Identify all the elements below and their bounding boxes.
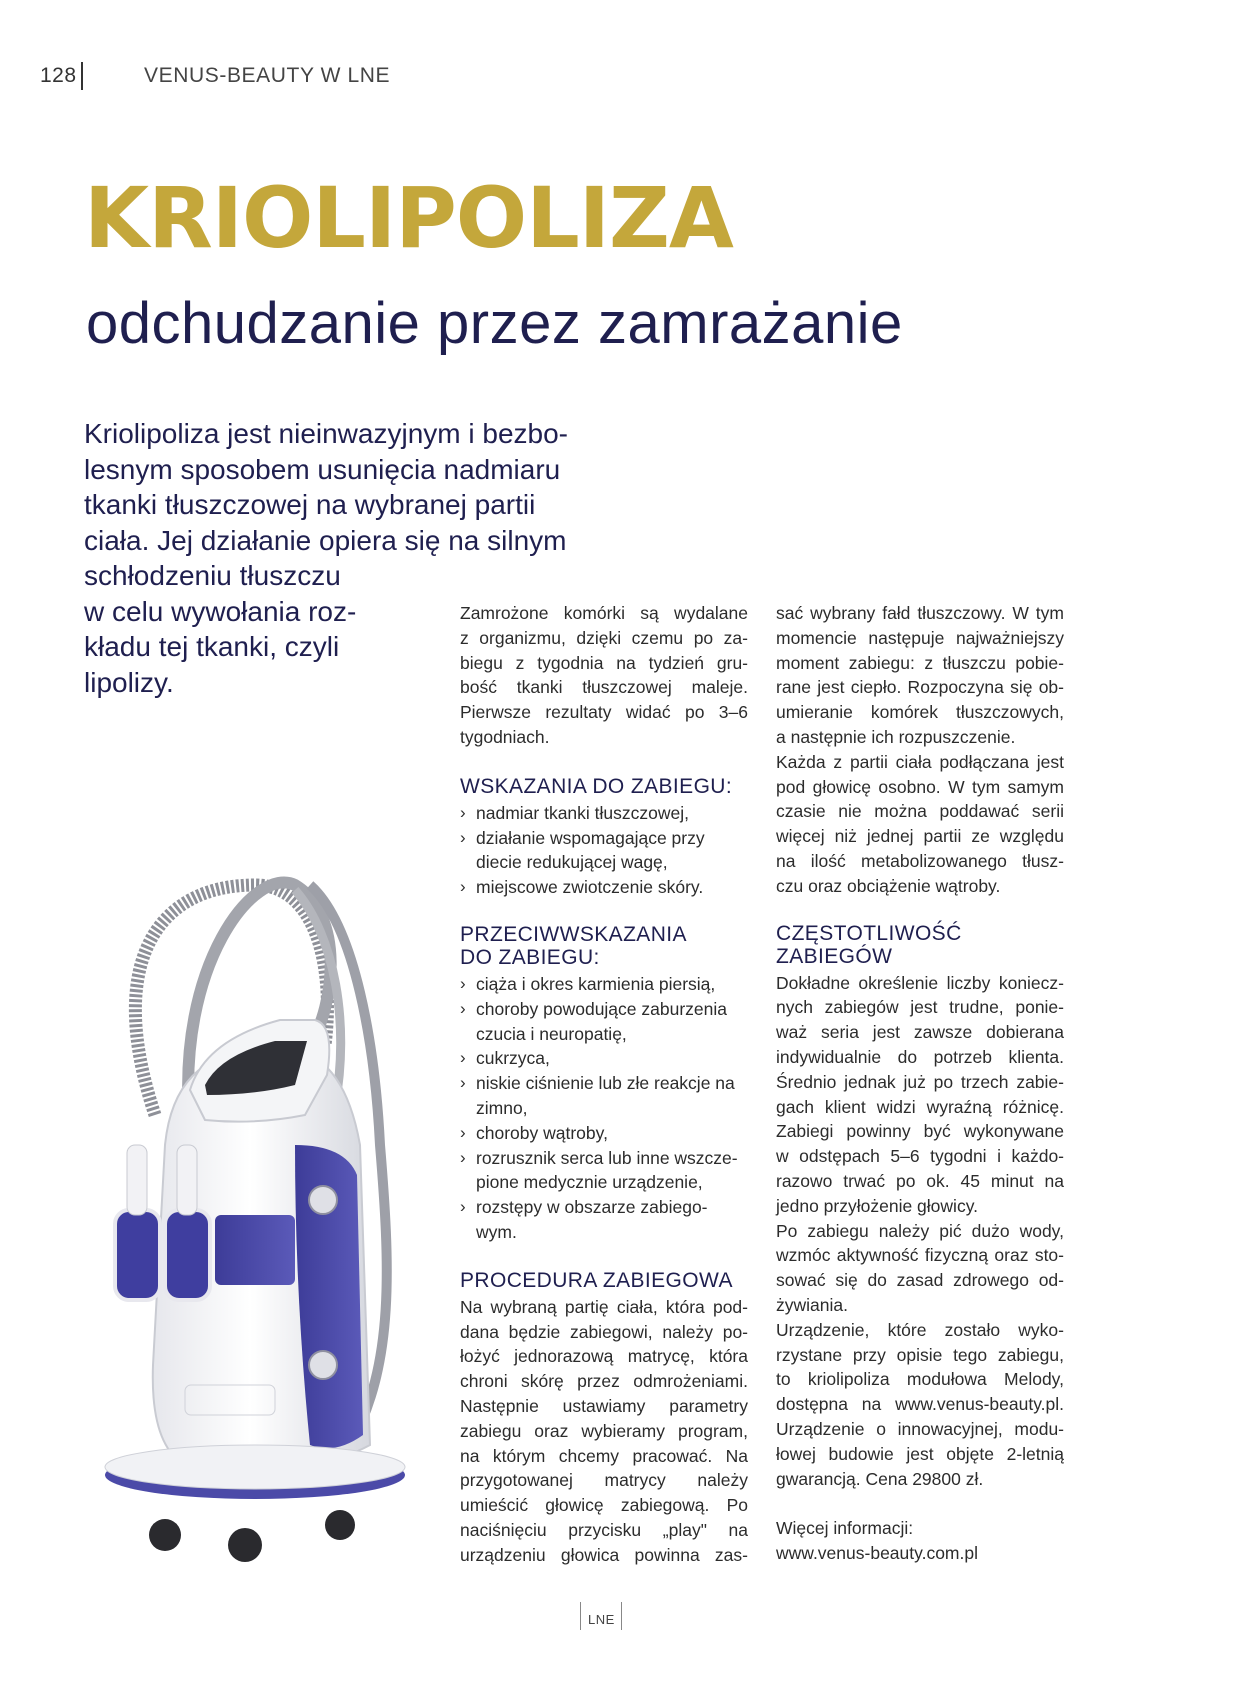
text-line: bość tkanki tłuszczowej maleje. — [460, 677, 748, 698]
text-line: z organizmu, dzięki czemu po za- — [460, 627, 748, 648]
text-line: sać wybrany fałd tłuszczowy. W tym — [776, 603, 1064, 623]
text-line: umieścić głowicę zabiegową. Po — [460, 1495, 748, 1516]
section-heading-frequency-2: ZABIEGÓW — [776, 944, 893, 968]
text-line: Pierwsze rezultaty widać po 3–6 — [460, 702, 748, 723]
text-line: więcej niż jednej partii ze względu — [776, 826, 1064, 847]
chevron-right-icon: › — [460, 1122, 466, 1142]
chevron-right-icon: › — [460, 877, 466, 897]
lead-line: tkanki tłuszczowej na wybranej partii — [84, 489, 536, 520]
text-line: dana będzie zabiegowi, należy po- — [460, 1321, 748, 1342]
text-line: jedno przyłożenie głowicy. — [776, 1195, 979, 1216]
text-line: na którym chcemy pracować. Na — [460, 1445, 748, 1466]
text-line: moment zabiegu: z tłuszczu pobie- — [776, 652, 1064, 673]
section-heading-contraindications: PRZECIWWSKAZANIA — [460, 922, 687, 946]
magazine-name: VENUS-BEAUTY W LNE — [144, 64, 391, 87]
text-line: zabiegu oraz wybieramy program, — [460, 1420, 748, 1441]
lead-line: Kriolipoliza jest nieinwazyjnym i bezbo- — [84, 418, 568, 449]
lead-line: w celu wywołania roz- — [84, 595, 357, 627]
text-line: łożyć jednorazową matrycę, która — [460, 1346, 748, 1367]
text-line: nych zabiegów jest trudne, ponie- — [776, 997, 1064, 1018]
article-title: KRIOLIPOLIZA — [84, 169, 733, 267]
footer-divider-left — [580, 1602, 581, 1630]
text-line: momencie następuje najważniejszy — [776, 627, 1064, 648]
text-line: gwarancją. Cena 29800 zł. — [776, 1468, 984, 1489]
text-line: dostępna na www.venus-beauty.pl. — [776, 1394, 1064, 1415]
list-item: › choroby powodujące zaburzenia czucia i neuropatię, — [460, 998, 727, 1044]
text-line: Na wybraną partię ciała, która pod- — [460, 1296, 748, 1317]
chevron-right-icon: › — [460, 1197, 466, 1217]
text-line: waż seria jest zawsze dobierana — [776, 1022, 1064, 1043]
text-line: razowo trwać po ok. 45 minut na — [776, 1170, 1064, 1191]
text-line: pod głowicę osobno. W tym samym — [776, 776, 1064, 797]
text-line: czu oraz obciążenie wątroby. — [776, 875, 1001, 896]
text-line: Dokładne określenie liczby koniecz- — [776, 972, 1064, 993]
text-line: biegu z tygodnia na tydzień gru- — [460, 652, 748, 673]
text-line: żywiania. — [776, 1294, 848, 1315]
more-info-link[interactable]: www.venus-beauty.com.pl — [776, 1543, 978, 1564]
list-item: › działanie wspomagające przy diecie redukującej wagę, — [460, 827, 705, 873]
column-2 — [776, 601, 1064, 1566]
text-line: to kriolipoliza modułowa Melody, — [776, 1369, 1064, 1390]
chevron-right-icon: › — [460, 1048, 466, 1068]
footer-label: LNE — [588, 1612, 615, 1627]
list-item: › rozstępy w obszarze zabiego-wym. — [460, 1197, 708, 1242]
lead-line: ciała. Jej działanie opiera się na silnym — [84, 524, 567, 556]
header-divider — [81, 62, 83, 90]
text-line: gach klient widzi wyraźną różnicę. — [776, 1096, 1064, 1117]
text-line: rzystane przy opisie tego zabiegu, — [776, 1344, 1064, 1365]
text-line: rane jest ciepło. Rozpoczyna się ob- — [776, 677, 1064, 698]
text-line: a następnie ich rozpuszczenie. — [776, 726, 1016, 747]
list-item: › nadmiar tkanki tłuszczowej, — [460, 801, 748, 826]
lead-line: lipolizy. — [84, 666, 174, 698]
chevron-right-icon: › — [460, 1073, 466, 1093]
text-line: czasie nie można poddawać serii — [776, 801, 1064, 822]
section-heading-contraindications-2: DO ZABIEGU: — [460, 945, 600, 969]
chevron-right-icon: › — [460, 973, 466, 993]
text-line: Zamrożone komórki są wydalane — [460, 603, 748, 623]
list-item: › rozrusznik serca lub inne wszcze-pione medycznie urządzenie, — [460, 1147, 738, 1193]
footer-divider-right — [621, 1602, 622, 1630]
text-line: Po zabiegu należy pić dużo wody, — [776, 1220, 1064, 1241]
section-heading-indications: WSKAZANIA DO ZABIEGU: — [460, 774, 733, 798]
text-line: w odstępach 5–6 tygodni i każdo- — [776, 1146, 1064, 1167]
text-line: naciśnięciu przycisku „play" na — [460, 1519, 748, 1540]
text-line: tygodniach. — [460, 726, 550, 747]
article-subtitle: odchudzanie przez zamrażanie — [86, 291, 903, 356]
text-line: przygotowanej matrycy należy — [460, 1470, 748, 1491]
lead-line: lesnym sposobem usunięcia nadmiaru — [84, 453, 561, 485]
text-line: chroni skórę przez odmrożeniami. — [460, 1371, 748, 1392]
list-item: › ciąża i okres karmienia piersią, — [460, 972, 748, 997]
lead-line: kładu tej tkanki, czyli — [84, 631, 340, 662]
cryolipolysis-device-image — [95, 845, 425, 1565]
chevron-right-icon: › — [460, 1147, 466, 1167]
text-line: Urządzenie, które zostało wyko- — [776, 1319, 1064, 1340]
section-heading-frequency: CZĘSTOTLIWOŚĆ — [776, 921, 962, 945]
text-line: Zabiegi powinny być wykonywane — [776, 1121, 1064, 1142]
page-number: 128 — [40, 64, 77, 87]
text-line: sować się do zasad zdrowego od- — [776, 1270, 1064, 1291]
text-line: Średnio jednak już po trzech zabie- — [776, 1071, 1064, 1092]
list-item: › miejscowe zwiotczenie skóry. — [460, 875, 748, 900]
list-item: › cukrzyca, — [460, 1046, 748, 1071]
more-info-label: Więcej informacji: — [776, 1518, 914, 1539]
chevron-right-icon: › — [460, 827, 466, 847]
text-line: urządzeniu głowica powinna zas- — [460, 1544, 748, 1565]
lead-line: schłodzeniu tłuszczu — [84, 560, 341, 591]
column-1 — [460, 601, 748, 1568]
text-line: Każda z partii ciała podłączana jest — [776, 751, 1064, 772]
text-line: Urządzenie o innowacyjnej, modu- — [776, 1418, 1064, 1439]
text-line: indywidualnie do potrzeb klienta. — [776, 1046, 1064, 1067]
list-item: › choroby wątroby, — [460, 1121, 748, 1146]
text-line: umieranie komórek tłuszczowych, — [776, 702, 1064, 723]
list-item: › niskie ciśnienie lub złe reakcje na zimno, — [460, 1073, 735, 1118]
text-line: wzmóc aktywność fizyczną oraz sto- — [776, 1245, 1064, 1266]
chevron-right-icon: › — [460, 998, 466, 1018]
text-line: Następnie ustawiamy parametry — [460, 1395, 748, 1416]
text-line: łowej budowie jest objęte 2-letnią — [776, 1443, 1064, 1464]
section-heading-procedure: PROCEDURA ZABIEGOWA — [460, 1268, 733, 1292]
text-line: na ilość metabolizowanego tłusz- — [776, 850, 1064, 871]
chevron-right-icon: › — [460, 802, 466, 822]
